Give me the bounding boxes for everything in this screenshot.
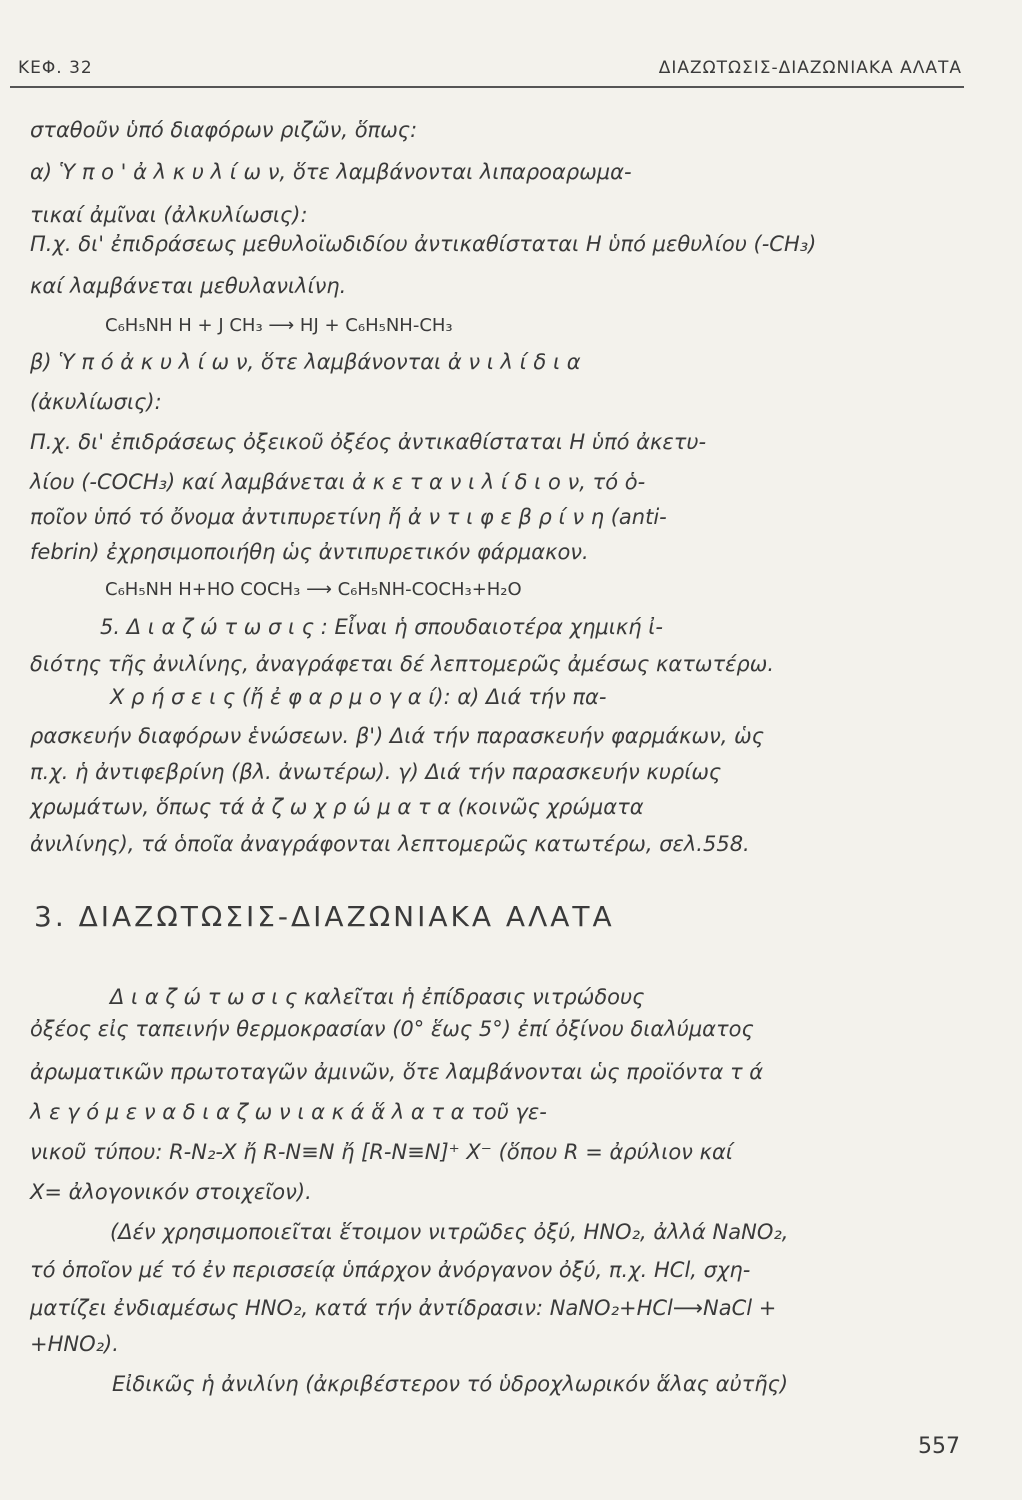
text-line: ποῖον ὑπό τό ὄνομα ἀντιπυρετίνη ἤ ἀ ν τ ι φ ε β ρ ί ν η (anti-: [30, 505, 667, 529]
text-line: +HNO₂).: [30, 1332, 119, 1356]
text-line: ἀνιλίνης), τά ὁποῖα ἀναγράφονται λεπτομερῶς κατωτέρω, σελ.558.: [30, 832, 750, 856]
text-line: α) Ὑ π ο ' ἀ λ κ υ λ ί ω ν, ὅτε λαμβάνονται λιπαροαρωμα-: [30, 160, 632, 184]
text-line: Δ ι α ζ ώ τ ω σ ι ς καλεῖται ἡ ἐπίδρασις νιτρώδους: [110, 985, 645, 1009]
page-number: 557: [918, 1434, 960, 1459]
text-line: febrin) ἐχρησιμοποιήθη ὡς ἀντιπυρετικόν φάρμακον.: [30, 540, 589, 564]
section-heading: 3. ΔΙΑΖΩΤΩΣΙΣ-ΔΙΑΖΩΝΙΑΚΑ ΑΛΑΤΑ: [34, 900, 615, 933]
text-line: (ἀκυλίωσις):: [30, 390, 162, 414]
text-line: Χ ρ ή σ ε ι ς (ἤ ἐ φ α ρ μ ο γ α ί): α) Διά τήν πα-: [110, 685, 607, 709]
text-line: καί λαμβάνεται μεθυλανιλίνη.: [30, 274, 347, 298]
text-line: 5. Δ ι α ζ ώ τ ω σ ι ς : Εἶναι ἡ σπουδαιοτέρα χημική ἰ-: [100, 615, 663, 639]
text-line: ἀρωματικῶν πρωτοταγῶν ἀμινῶν, ὅτε λαμβάνονται ὡς προϊόντα τ ά: [30, 1060, 764, 1084]
text-line: τικαί ἀμῖναι (ἀλκυλίωσις):: [30, 203, 308, 227]
formula-line: C₆H₅NH H+HO COCH₃ ⟶ C₆H₅NH-COCH₃+H₂O: [105, 579, 522, 600]
text-line: β) Ὑ π ό ἀ κ υ λ ί ω ν, ὅτε λαμβάνονται ἀ ν ι λ ί δ ι α: [30, 350, 581, 374]
text-line: λίου (-COCH₃) καί λαμβάνεται ἀ κ ε τ α ν ι λ ί δ ι ο ν, τό ὁ-: [30, 470, 646, 494]
text-line: π.χ. ἡ ἀντιφεβρίνη (βλ. ἀνωτέρω). γ) Διά τήν παρασκευήν κυρίως: [30, 760, 722, 784]
text-line: X= ἀλογονικόν στοιχεῖον).: [30, 1180, 312, 1204]
chapter-label: ΚΕΦ. 32: [18, 58, 93, 78]
text-line: (Δέν χρησιμοποιεῖται ἕτοιμον νιτρῶδες ὀξύ, HNO₂, ἀλλά NaNO₂,: [110, 1220, 789, 1244]
text-line: Π.χ. δι' ἐπιδράσεως ὀξεικοῦ ὀξέος ἀντικαθίσταται Η ὑπό ἀκετυ-: [30, 430, 707, 454]
text-line: Π.χ. δι' ἐπιδράσεως μεθυλοϊωδιδίου ἀντικαθίσταται Η ὑπό μεθυλίου (-CH₃): [30, 232, 817, 256]
text-line: ματίζει ἐνδιαμέσως HNO₂, κατά τήν ἀντίδρασιν: NaNO₂+HCl⟶NaCl +: [30, 1296, 777, 1320]
text-line: ὀξέος εἰς ταπεινήν θερμοκρασίαν (0° ἕως 5°) ἐπί ὀξίνου διαλύματος: [30, 1017, 754, 1041]
text-line: σταθοῦν ὑπό διαφόρων ριζῶν, ὅπως:: [30, 118, 418, 142]
formula-line: C₆H₅NH H + J CH₃ ⟶ HJ + C₆H₅NH-CH₃: [105, 315, 453, 336]
text-line: χρωμάτων, ὅπως τά ἀ ζ ω χ ρ ώ μ α τ α (κοινῶς χρώματα: [30, 795, 644, 819]
text-line: Εἰδικῶς ἡ ἀνιλίνη (ἀκριβέστερον τό ὑδροχλωρικόν ἅλας αὐτῆς): [112, 1372, 789, 1396]
text-line: ρασκευήν διαφόρων ἑνώσεων. β') Διά τήν παρασκευήν φαρμάκων, ὡς: [30, 724, 765, 748]
text-line: τό ὁποῖον μέ τό ἐν περισσείᾳ ὑπάρχον ἀνόργανον ὀξύ, π.χ. HCl, σχη-: [30, 1258, 751, 1282]
header-rule: [10, 86, 964, 88]
text-line: λ ε γ ό μ ε ν α δ ι α ζ ω ν ι α κ ά ἅ λ α τ α τοῦ γε-: [30, 1100, 547, 1124]
running-title: ΔΙΑΖΩΤΩΣΙΣ-ΔΙΑΖΩΝΙΑΚΑ ΑΛΑΤΑ: [658, 58, 962, 78]
text-line: διότης τῆς ἀνιλίνης, ἀναγράφεται δέ λεπτομερῶς ἀμέσως κατωτέρω.: [30, 652, 775, 676]
text-line: νικοῦ τύπου: R-N₂-X ἤ R-N≡N ἤ [R-N≡N]⁺ X⁻ (ὅπου R = ἀρύλιον καί: [30, 1140, 733, 1164]
